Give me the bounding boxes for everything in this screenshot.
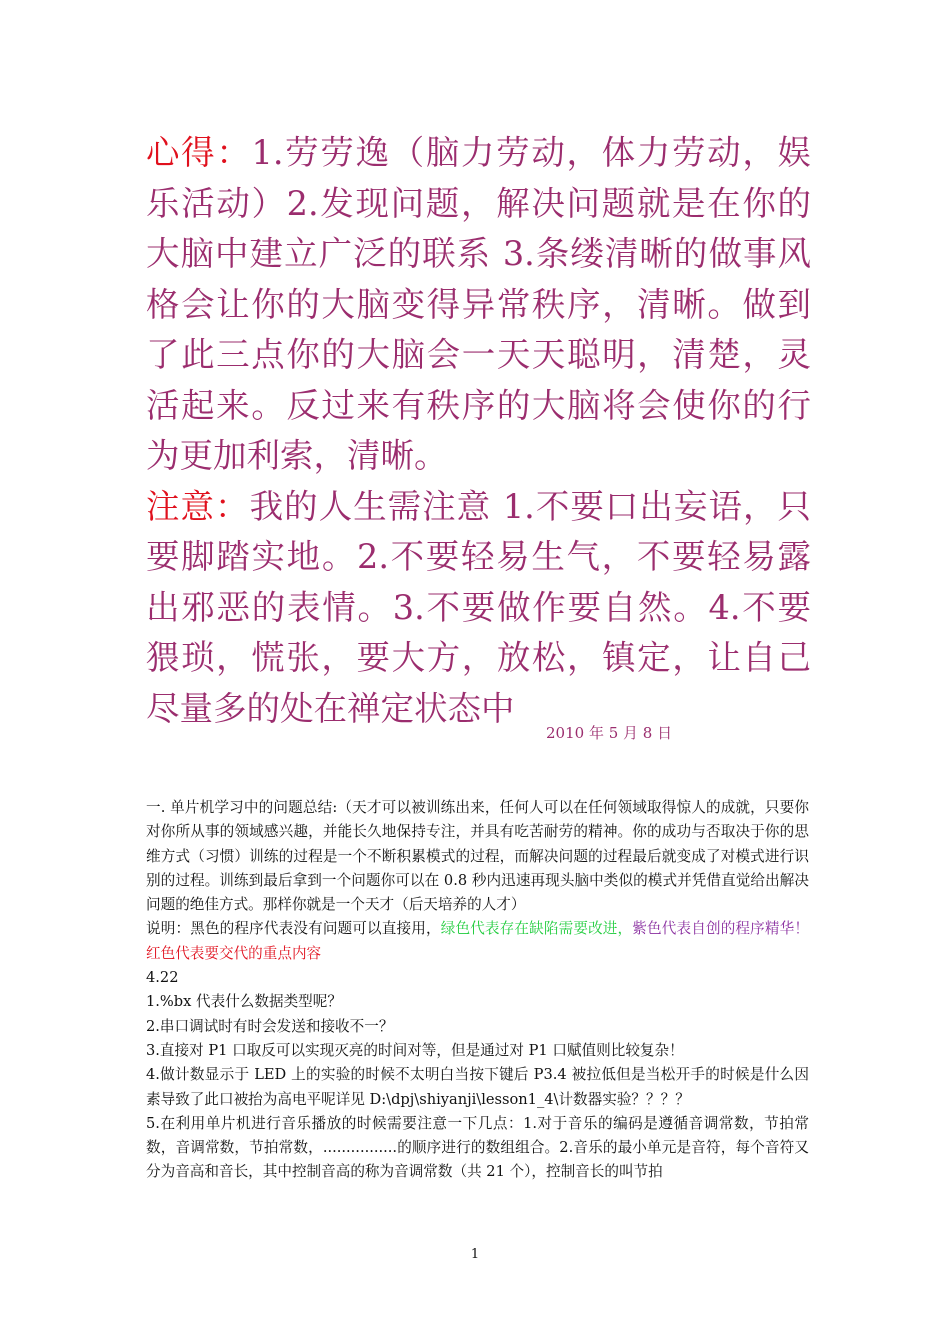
mcu-notes [146,796,809,1185]
section-date: 4.22 [146,969,179,987]
list-item: 1.%bx 代表什么数据类型呢？ [146,993,342,1011]
heading-zhuyi-label: 注意： [146,486,250,526]
heading-xinde-text: 1.劳劳逸（脑力劳动，体力劳动，娱乐活动）2.发现问题，解决问题就是在你的大脑中建立广泛的联系 3.条缕清晰的做事风格会让你的大脑变得异常秩序，清晰。做到了此三点你的大脑会一天天聪明，清楚，灵活起来。反过来有秩序的大脑将会使你的行为更加利索，清晰。 [146,133,812,475]
list-item: 3.直接对 P1 口取反可以实现灭亮的时间对等，但是通过对 P1 口赋值则比较复杂！ [146,1041,684,1059]
page-number: 1 [470,1247,480,1262]
list-item: 5.在利用单片机进行音乐播放的时候需要注意一下几点：1.对于音乐的编码是遵循音调常数，节拍常数，音调常数，节拍常数，................的顺序进行的数组组合。2.音乐的最小单元是音符，每个音符又分为音高和音长，其中控制音高的称为音调常数（共 21 个），控制音长的叫节拍 [146,1114,809,1181]
heading-zhuyi-text: 我的人生需注意 1.不要口出妄语，只要脚踏实地。2.不要轻易生气，不要轻易露出邪恶的表情。3.不要做作要自然。4.不要猥琐，慌张，要大方，放松，镇定，让自己尽量多的处在禅定状态中 [146,486,811,728]
intro-paragraph: 一. 单片机学习中的问题总结:（天才可以被训练出来，任何人可以在任何领域取得惊人的成就，只要你对你所从事的领域感兴趣，并能长久地保持专注，并具有吃苦耐劳的精神。你的成功与否取决于你的思维方式（习惯）训练的过程是一个不断积累模式的过程，而解决问题的过程最后就变成了对模式进行识别的过程。训练到最后拿到一个问题你可以在 0.8 秒内迅速再现头脑中类似的模式并凭借直觉给出解决问题的绝佳方式。那样你就是一个天才（后天培养的人才） [146,799,809,914]
list-item: 2.串口调试时有时会发送和接收不一？ [146,1017,394,1035]
heading-xinde-label: 心得： [146,133,252,172]
legend-green: 绿色代表存在缺陷需要改进， [440,920,633,938]
entry-date: 2010 年 5 月 8 日 [546,724,673,742]
color-legend [146,917,809,966]
legend-purple: 紫色代表自创的程序精华！ [632,920,809,938]
legend-black: 说明：黑色的程序代表没有问题可以直接用， [146,920,441,938]
list-item: 4.做计数显示于 LED 上的实验的时候不太明白当按下键后 P3.4 被拉低但是当松开手的时候是什么因素导致了此口被抬为高电平呢详见 D:\dpj\shiyanji\lesson1_4\计数器实验？？？？ [146,1066,809,1108]
notes-block [146,128,811,734]
legend-red: 红色代表要交代的重点内容 [146,944,322,962]
